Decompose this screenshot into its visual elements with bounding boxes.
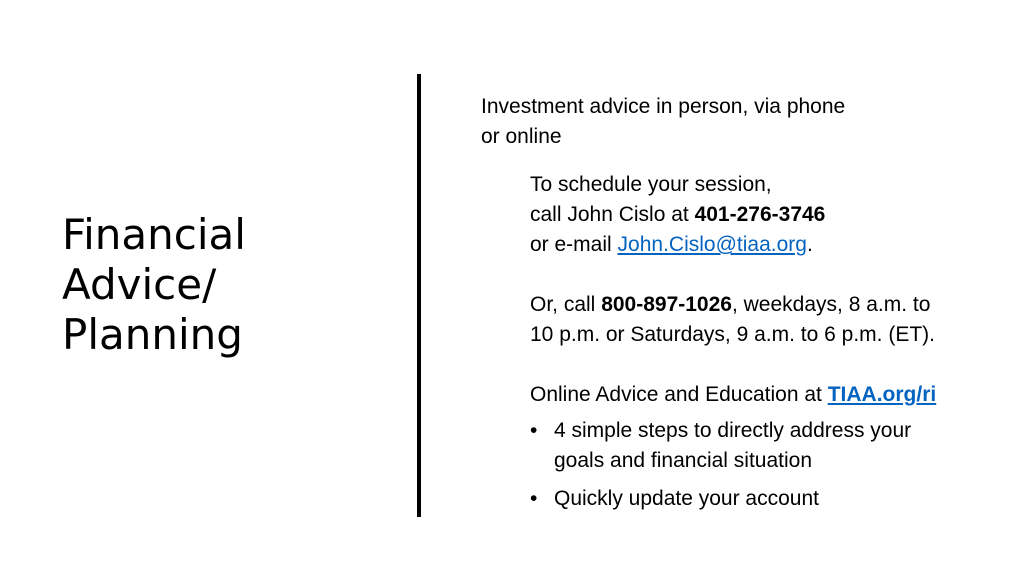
details-block [530,170,1001,514]
bullet-icon: • [530,419,538,442]
hours-paragraph [530,290,1001,350]
tiaa-ri-link[interactable]: TIAA.org/ri [827,383,937,406]
bullet-1-line-1: 4 simple steps to directly address your [554,419,912,442]
schedule-line-1: To schedule your session, [530,173,772,196]
title-line-2: Advice/ [62,260,217,309]
schedule-period: . [806,233,813,256]
list-item [530,484,1001,514]
title-line-3: Planning [62,310,243,359]
intro-text [481,92,901,152]
bullet-text [554,484,1001,514]
online-paragraph [530,380,1001,410]
bullet-2-line-1: Quickly update your account [554,487,819,510]
schedule-email-text: or e-mail [530,233,618,256]
hours-line-2: 10 p.m. or Saturdays, 9 a.m. to 6 p.m. (ET). [530,323,935,346]
hours-line-1 [530,290,1001,320]
schedule-paragraph [530,170,1001,260]
title-line-1: Financial [62,210,246,259]
intro-line-1: Investment advice in person, via phone [481,95,846,118]
john-cislo-phone: 401-276-3746 [694,203,826,226]
hours-call-text: Or, call [530,293,602,316]
slide-content [481,92,1001,522]
schedule-line-3 [530,230,1001,260]
spacer [530,350,1001,380]
slide-title [62,210,382,360]
online-text: Online Advice and Education at [530,383,828,406]
bullet-icon: • [530,487,538,510]
schedule-line-2 [530,200,1001,230]
list-item [530,416,1001,476]
toll-free-phone: 800-897-1026 [601,293,732,316]
bullet-1-line-2: goals and financial situation [554,449,813,472]
bullet-text [554,416,1001,476]
spacer [530,260,1001,290]
intro-line-2: or online [481,125,562,148]
vertical-divider [417,74,421,517]
schedule-call-text: call John Cislo at [530,203,695,226]
hours-weekdays-text: , weekdays, 8 a.m. to [731,293,931,316]
email-link[interactable]: John.Cislo@tiaa.org [617,233,807,256]
bullet-list [530,416,1001,514]
